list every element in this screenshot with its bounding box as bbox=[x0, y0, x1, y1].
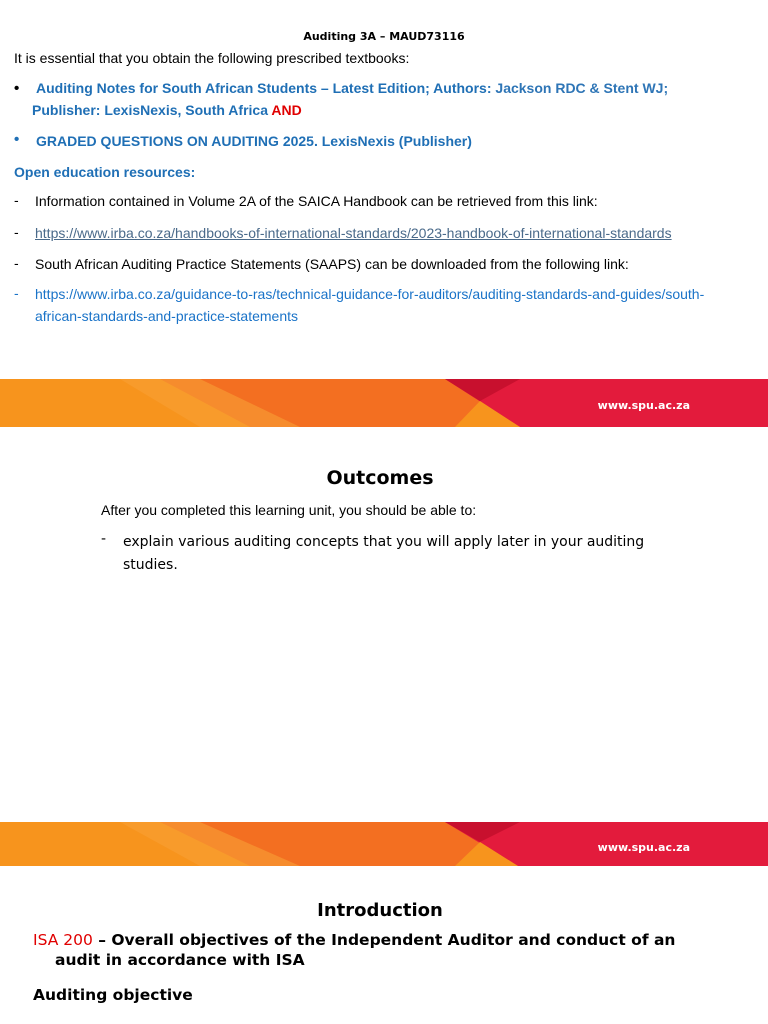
banner-url[interactable]: www.spu.ac.za bbox=[597, 841, 690, 854]
book1-title: Auditing Notes for South African Students – Latest Edition; Authors: bbox=[36, 80, 492, 96]
outcomes-title: Outcomes bbox=[326, 467, 434, 489]
isa-code: ISA 200 bbox=[33, 931, 93, 949]
irba-saaps-link[interactable]: https://www.irba.co.za/guidance-to-ras/technical-guidance-for-auditors/auditing-standards-and-guides/south-african-standards-and-practice-statements bbox=[35, 286, 705, 324]
book1-and: AND bbox=[271, 102, 302, 118]
oer-item-4 bbox=[14, 283, 754, 329]
bullet-icon: • bbox=[14, 80, 20, 97]
spu-banner bbox=[0, 379, 768, 427]
textbook-item-2 bbox=[14, 131, 754, 153]
book1-publisher: Publisher: LexisNexis, South Africa bbox=[32, 102, 268, 118]
outcome-text: explain various auditing concepts that you will apply later in your auditing studies. bbox=[123, 534, 645, 573]
introduction-title: Introduction bbox=[317, 900, 443, 921]
oer-item-3 bbox=[14, 253, 754, 275]
dash-marker: - bbox=[14, 255, 19, 271]
oer-item-text: South African Auditing Practice Statements (SAAPS) can be downloaded from the following link: bbox=[35, 256, 629, 272]
dash-marker: - bbox=[14, 224, 19, 240]
outcomes-intro: After you completed this learning unit, you should be able to: bbox=[101, 502, 477, 518]
book1-authors: Jackson RDC & Stent WJ; bbox=[495, 80, 669, 96]
banner-url[interactable]: www.spu.ac.za bbox=[597, 399, 690, 412]
spu-banner bbox=[0, 822, 768, 866]
dash-marker: - bbox=[14, 285, 19, 301]
textbooks-intro: It is essential that you obtain the following prescribed textbooks: bbox=[14, 50, 410, 66]
irba-handbook-link[interactable]: https://www.irba.co.za/handbooks-of-international-standards/2023-handbook-of-international-standards bbox=[35, 225, 672, 241]
oer-item-2 bbox=[14, 222, 754, 244]
oer-item-1 bbox=[14, 190, 754, 212]
isa-200-heading bbox=[33, 930, 733, 970]
textbook-item-1 bbox=[14, 80, 754, 124]
bullet-icon: • bbox=[14, 131, 20, 148]
course-header: Auditing 3A – MAUD73116 bbox=[303, 30, 465, 43]
outcome-item bbox=[101, 531, 701, 577]
book2-title: GRADED QUESTIONS ON AUDITING 2025. LexisNexis (Publisher) bbox=[36, 133, 472, 149]
oer-item-text: Information contained in Volume 2A of the SAICA Handbook can be retrieved from this link: bbox=[35, 193, 598, 209]
auditing-objective-heading: Auditing objective bbox=[33, 986, 193, 1004]
dash-marker: - bbox=[101, 531, 107, 547]
isa-title-line1: – Overall objectives of the Independent Auditor and conduct of an bbox=[98, 931, 676, 949]
dash-marker: - bbox=[14, 192, 19, 208]
oer-heading: Open education resources: bbox=[14, 164, 196, 180]
isa-title-line2: audit in accordance with ISA bbox=[55, 951, 305, 969]
